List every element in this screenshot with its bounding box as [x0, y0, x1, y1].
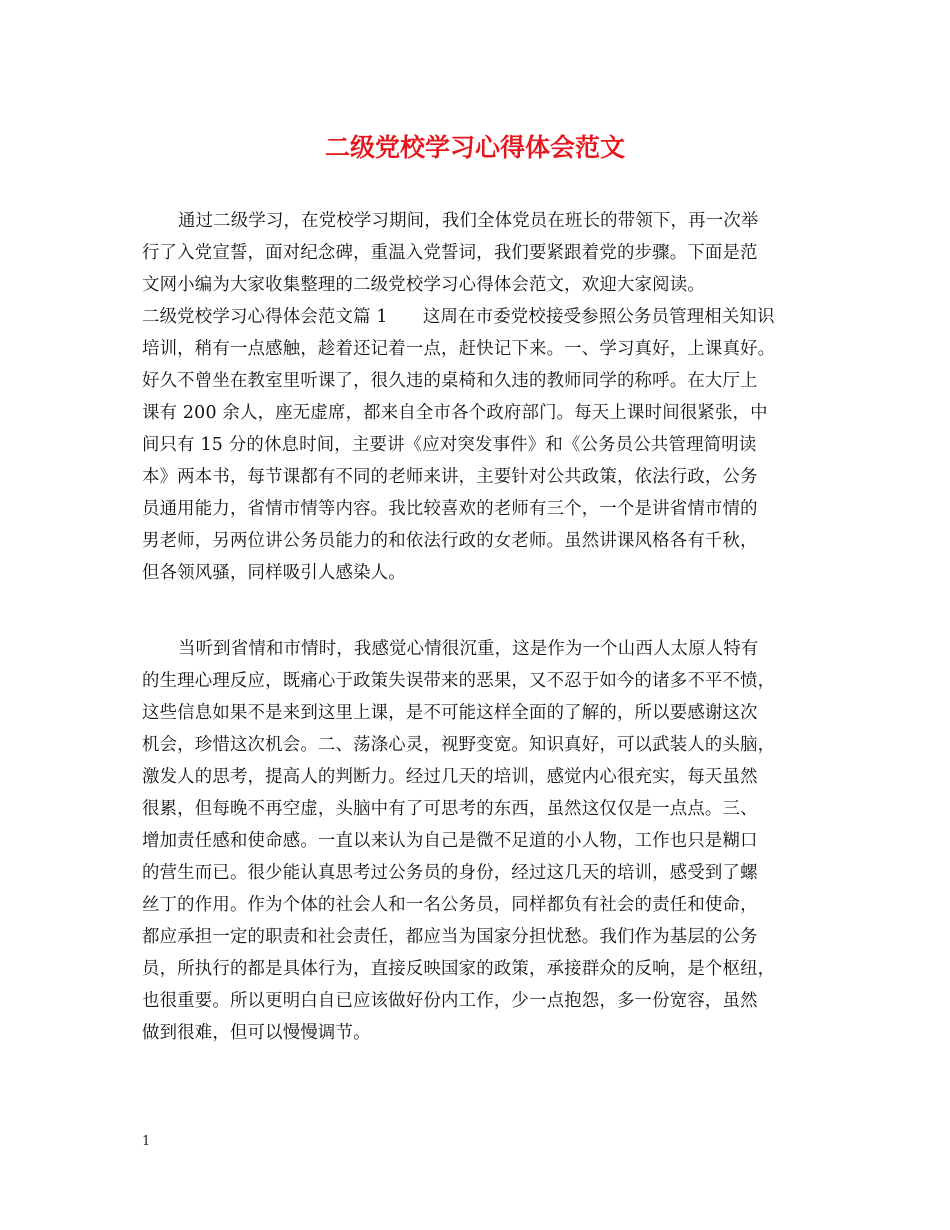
- paragraph-line: 文网小编为大家收集整理的二级党校学习心得体会范文，欢迎大家阅读。: [142, 275, 705, 295]
- paragraph-line: 二级党校学习心得体会范文篇 1 这周在市委党校接受参照公务员管理相关知识: [142, 307, 775, 327]
- paragraph-line: 本》两本书，每节课都有不同的老师来讲，主要针对公共政策，依法行政，公务: [142, 467, 758, 487]
- paragraph-line: 丝丁的作用。作为个体的社会人和一名公务员，同样都负有社会的责任和使命，: [142, 895, 758, 915]
- paragraph-line: 的生理心理反应，既痛心于政策失误带来的恶果，又不忍于如今的诸多不平不愤，: [142, 671, 776, 691]
- page-number: 1: [142, 1134, 151, 1149]
- paragraph-line: 但各领风骚，同样吸引人感染人。: [142, 563, 406, 583]
- paragraph-line: 员通用能力，省情市情等内容。我比较喜欢的老师有三个，一个是讲省情市情的: [142, 499, 758, 519]
- paragraph-line: 做到很难，但可以慢慢调节。: [142, 1023, 371, 1043]
- paragraph-line: 增加责任感和使命感。一直以来认为自己是微不足道的小人物，工作也只是糊口: [142, 831, 758, 851]
- paragraph-line: 员，所执行的都是具体行为，直接反映国家的政策，承接群众的反响，是个枢纽，: [142, 959, 776, 979]
- paragraph-line: 都应承担一定的职责和社会责任，都应当为国家分担忧愁。我们作为基层的公务: [142, 927, 758, 947]
- paragraph-line: 通过二级学习，在党校学习期间，我们全体党员在班长的带领下，再一次举: [178, 211, 759, 231]
- document-title: 二级党校学习心得体会范文: [324, 133, 625, 162]
- paragraph-line: 课有 200 余人，座无虚席，都来自全市各个政府部门。每天上课时间很紧张，中: [142, 403, 768, 423]
- paragraph-line: 激发人的思考，提高人的判断力。经过几天的培训，感觉内心很充实，每天虽然: [142, 767, 758, 787]
- paragraph-line: 机会，珍惜这次机会。二、荡涤心灵，视野变宽。知识真好，可以武装人的头脑，: [142, 735, 776, 755]
- paragraph-line: 行了入党宣誓，面对纪念碑，重温入党誓词，我们要紧跟着党的步骤。下面是范: [142, 243, 758, 263]
- paragraph-line: 的营生而已。很少能认真思考过公务员的身份，经过这几天的培训，感受到了螺: [142, 863, 758, 883]
- paragraph-1: [142, 205, 824, 589]
- paragraph-line: 好久不曾坐在教室里听课了，很久违的桌椅和久违的教师同学的称呼。在大厅上: [142, 371, 758, 391]
- paragraph-line: 这些信息如果不是来到这里上课，是不可能这样全面的了解的，所以要感谢这次: [142, 703, 758, 723]
- paragraph-line: 很累，但每晚不再空虚，头脑中有了可思考的东西，虽然这仅仅是一点点。三、: [142, 799, 758, 819]
- paragraph-line: 间只有 15 分的休息时间，主要讲《应对突发事件》和《公务员公共管理简明读: [142, 435, 757, 455]
- paragraph-line: 也很重要。所以更明白自已应该做好份内工作，少一点抱怨，多一份宽容，虽然: [142, 991, 758, 1011]
- paragraph-line: 当听到省情和市情时，我感觉心情很沉重，这是作为一个山西人太原人特有: [178, 639, 759, 659]
- paragraph-line: 培训，稍有一点感触，趁着还记着一点，赶快记下来。一、学习真好，上课真好。: [142, 339, 776, 359]
- paragraph-2: [142, 633, 824, 1049]
- paragraph-line: 男老师，另两位讲公务员能力的和依法行政的女老师。虽然讲课风格各有千秋，: [142, 531, 758, 551]
